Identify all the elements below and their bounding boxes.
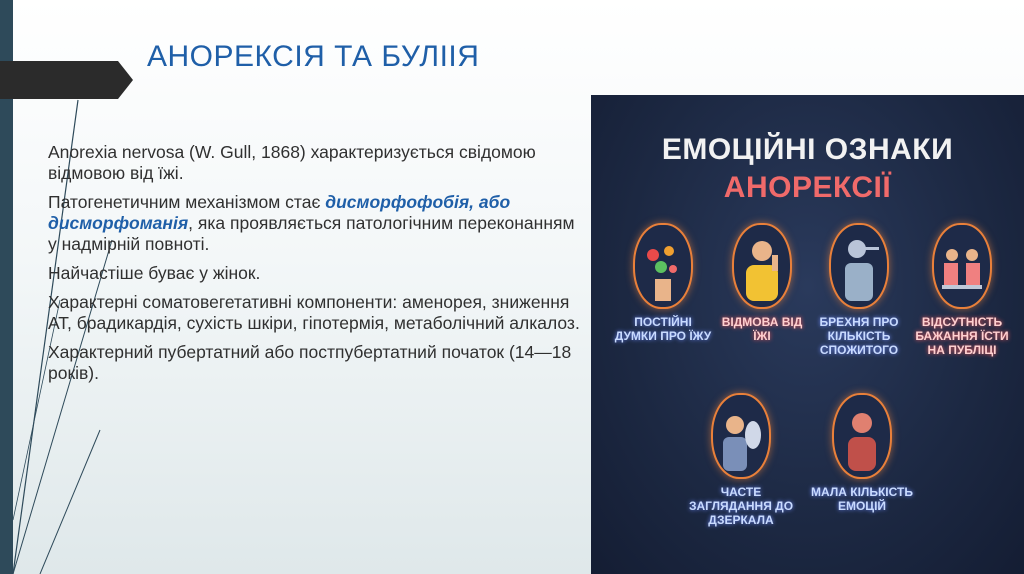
sign-label: МАЛА КІЛЬКІСТЬ ЕМОЦІЙ bbox=[811, 485, 913, 513]
paragraph-2 bbox=[48, 192, 583, 255]
infographic-title-line2: АНОРЕКСІЇ bbox=[723, 171, 892, 204]
food-thoughts-icon bbox=[633, 223, 693, 309]
sign-label: ВІДСУТНІСТЬ БАЖАННЯ ЇСТИ НА ПУБЛІЦІ bbox=[915, 315, 1009, 357]
sign-refusal bbox=[721, 223, 803, 343]
paragraph-2-post: , яка проявляється патологічним переконанням у надмірній повноті. bbox=[48, 213, 575, 254]
sign-mirror bbox=[681, 393, 801, 527]
anorexia-infographic bbox=[591, 95, 1024, 574]
text-content bbox=[48, 142, 583, 392]
paragraph-1: Anorexia nervosa (W. Gull, 1868) характеризується свідомою відмовою від їжі. bbox=[48, 142, 536, 183]
sign-label: ПОСТІЙНІ ДУМКИ ПРО ЇЖУ bbox=[614, 315, 712, 343]
slide-title: АНОРЕКСІЯ ТА БУЛІІЯ bbox=[147, 40, 480, 73]
sign-label: ВІДМОВА ВІД ЇЖІ bbox=[721, 315, 803, 343]
sign-few-emotions bbox=[807, 393, 917, 513]
paragraph-4: Характерні соматовегетативні компоненти: аменорея, зниження АТ, брадикардія, сухість шкіри, гіпотермія, метаболічний алкалоз. bbox=[48, 292, 580, 333]
paragraph-2-emphasis: дисморфофобія, або дисморфоманія bbox=[48, 192, 511, 233]
paragraph-2-pre: Патогенетичним механізмом стає bbox=[48, 192, 326, 212]
title-arrow-shape bbox=[0, 61, 135, 99]
infographic-title-line1: ЕМОЦІЙНІ ОЗНАКИ bbox=[661, 133, 954, 166]
mirror-icon bbox=[711, 393, 771, 479]
few-emotions-icon bbox=[832, 393, 892, 479]
sign-label: ЧАСТЕ ЗАГЛЯДАННЯ ДО ДЗЕРКАЛА bbox=[688, 485, 794, 527]
refusal-icon bbox=[732, 223, 792, 309]
sign-label: БРЕХНЯ ПРО КІЛЬКІСТЬ СПОЖИТОГО bbox=[819, 315, 899, 357]
sign-no-public-eating bbox=[907, 223, 1017, 357]
no-public-eating-icon bbox=[932, 223, 992, 309]
sign-food-thoughts bbox=[613, 223, 713, 343]
paragraph-3: Найчастіше буває у жінок. bbox=[48, 263, 261, 283]
lie-icon bbox=[829, 223, 889, 309]
sign-lie bbox=[809, 223, 909, 357]
paragraph-5: Характерний пубертатний або постпубертатний початок (14—18 років). bbox=[48, 342, 572, 383]
